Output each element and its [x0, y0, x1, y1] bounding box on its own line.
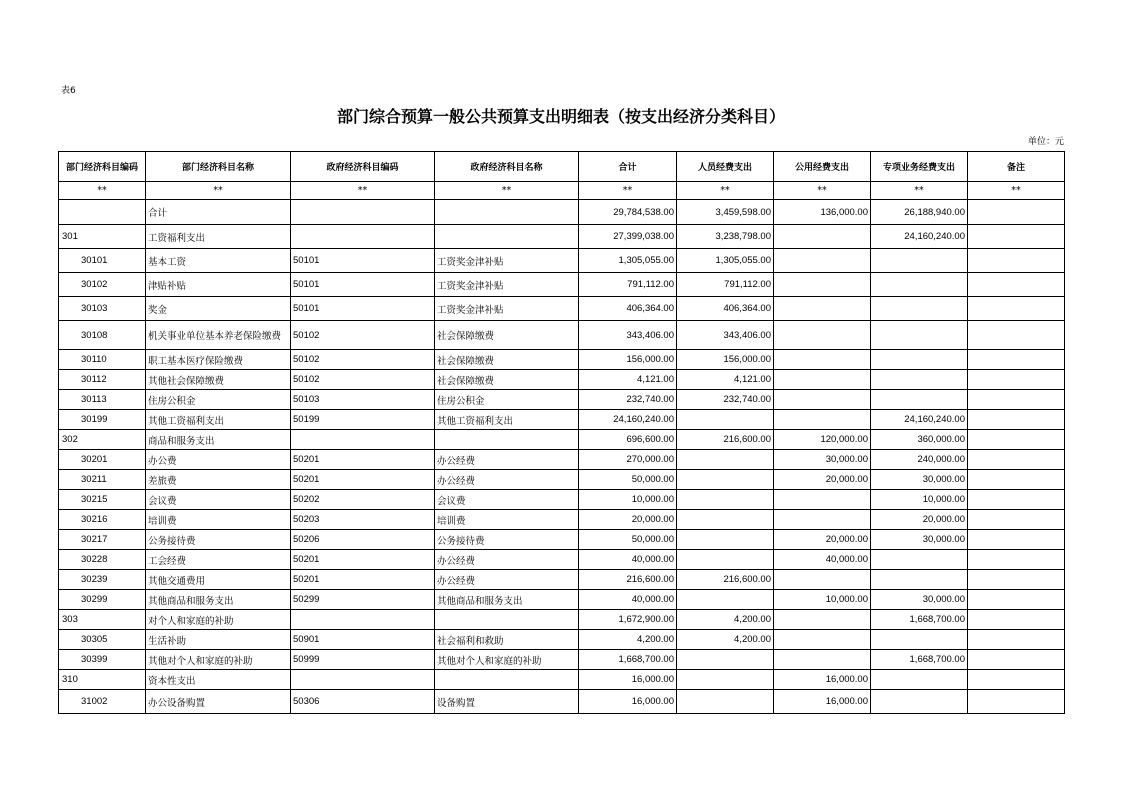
col-header-dept-name: 部门经济科目名称	[146, 152, 291, 182]
budget-table	[58, 151, 1065, 714]
personnel-cell: 4,200.00	[677, 630, 774, 650]
remark-cell	[968, 610, 1065, 630]
total-cell: 10,000.00	[579, 490, 677, 510]
gov-name-cell: 工资奖金津补贴	[435, 249, 579, 273]
personnel-cell	[677, 410, 774, 430]
personnel-cell	[677, 590, 774, 610]
dept-code-cell: 30299	[59, 590, 146, 610]
total-cell: 4,200.00	[579, 630, 677, 650]
total-cell: 791,112.00	[579, 273, 677, 297]
dept-name-cell: 商品和服务支出	[146, 430, 291, 450]
special-cell: 20,000.00	[871, 510, 968, 530]
dept-name-cell: 办公费	[146, 450, 291, 470]
special-cell	[871, 350, 968, 370]
personnel-cell	[677, 670, 774, 690]
dept-code-cell: 303	[59, 610, 146, 630]
dept-code-cell: 30102	[59, 273, 146, 297]
col-header-dept-code: 部门经济科目编码	[59, 152, 146, 182]
gov-name-cell: 工资奖金津补贴	[435, 273, 579, 297]
gov-code-cell	[291, 430, 435, 450]
special-cell	[871, 570, 968, 590]
star-cell: **	[291, 182, 435, 200]
gov-code-cell: 50101	[291, 249, 435, 273]
dept-code-cell: 30108	[59, 321, 146, 350]
gov-name-cell	[435, 225, 579, 249]
special-cell	[871, 273, 968, 297]
star-cell: **	[871, 182, 968, 200]
dept-name-cell: 基本工资	[146, 249, 291, 273]
table-row	[59, 510, 1065, 530]
dept-name-cell: 津贴补贴	[146, 273, 291, 297]
dept-code-cell: 301	[59, 225, 146, 249]
gov-code-cell: 50202	[291, 490, 435, 510]
special-cell: 1,668,700.00	[871, 650, 968, 670]
special-cell	[871, 670, 968, 690]
gov-name-cell: 社会保障缴费	[435, 370, 579, 390]
public-cell: 10,000.00	[774, 590, 871, 610]
total-cell: 40,000.00	[579, 590, 677, 610]
gov-name-cell: 社会保障缴费	[435, 350, 579, 370]
gov-name-cell: 住房公积金	[435, 390, 579, 410]
special-cell	[871, 370, 968, 390]
personnel-cell: 343,406.00	[677, 321, 774, 350]
public-cell	[774, 370, 871, 390]
gov-code-cell: 50901	[291, 630, 435, 650]
gov-code-cell	[291, 670, 435, 690]
personnel-cell: 3,238,798.00	[677, 225, 774, 249]
dept-name-cell: 其他商品和服务支出	[146, 590, 291, 610]
public-cell	[774, 249, 871, 273]
table-row	[59, 630, 1065, 650]
star-cell: **	[59, 182, 146, 200]
gov-code-cell: 50306	[291, 690, 435, 714]
col-header-personnel: 人员经费支出	[677, 152, 774, 182]
table-row	[59, 530, 1065, 550]
table-row	[59, 610, 1065, 630]
personnel-cell: 791,112.00	[677, 273, 774, 297]
gov-code-cell: 50101	[291, 273, 435, 297]
personnel-cell: 156,000.00	[677, 350, 774, 370]
remark-cell	[968, 650, 1065, 670]
remark-cell	[968, 550, 1065, 570]
gov-name-cell	[435, 430, 579, 450]
dept-name-cell: 生活补助	[146, 630, 291, 650]
page-title: 部门综合预算一般公共预算支出明细表（按支出经济分类科目）	[336, 107, 785, 126]
dept-code-cell: 30103	[59, 297, 146, 321]
total-cell: 232,740.00	[579, 390, 677, 410]
gov-name-cell: 其他对个人和家庭的补助	[435, 650, 579, 670]
total-cell: 1,672,900.00	[579, 610, 677, 630]
remark-cell	[968, 530, 1065, 550]
star-cell: **	[968, 182, 1065, 200]
table-row	[59, 390, 1065, 410]
personnel-cell: 216,600.00	[677, 570, 774, 590]
total-cell: 50,000.00	[579, 530, 677, 550]
total-cell: 1,668,700.00	[579, 650, 677, 670]
public-cell: 20,000.00	[774, 530, 871, 550]
public-cell	[774, 225, 871, 249]
table-row	[59, 650, 1065, 670]
special-cell: 360,000.00	[871, 430, 968, 450]
star-cell: **	[435, 182, 579, 200]
special-cell	[871, 297, 968, 321]
gov-code-cell	[291, 200, 435, 225]
remark-cell	[968, 490, 1065, 510]
gov-name-cell: 设备购置	[435, 690, 579, 714]
personnel-cell	[677, 690, 774, 714]
dept-name-cell: 奖金	[146, 297, 291, 321]
gov-code-cell: 50999	[291, 650, 435, 670]
dept-name-cell: 其他对个人和家庭的补助	[146, 650, 291, 670]
personnel-cell: 3,459,598.00	[677, 200, 774, 225]
sheet-id-label: 表6	[61, 86, 76, 96]
total-cell: 16,000.00	[579, 670, 677, 690]
public-cell: 16,000.00	[774, 670, 871, 690]
total-cell: 27,399,038.00	[579, 225, 677, 249]
remark-cell	[968, 370, 1065, 390]
public-cell: 16,000.00	[774, 690, 871, 714]
remark-cell	[968, 350, 1065, 370]
dept-code-cell: 30216	[59, 510, 146, 530]
personnel-cell	[677, 490, 774, 510]
remark-cell	[968, 510, 1065, 530]
dept-name-cell: 工会经费	[146, 550, 291, 570]
dept-name-cell: 培训费	[146, 510, 291, 530]
total-cell: 270,000.00	[579, 450, 677, 470]
table-row	[59, 590, 1065, 610]
table-row	[59, 490, 1065, 510]
personnel-cell: 216,600.00	[677, 430, 774, 450]
public-cell	[774, 510, 871, 530]
gov-name-cell: 其他工资福利支出	[435, 410, 579, 430]
public-cell: 120,000.00	[774, 430, 871, 450]
personnel-cell	[677, 550, 774, 570]
gov-name-cell: 办公经费	[435, 470, 579, 490]
remark-cell	[968, 273, 1065, 297]
table-row	[59, 570, 1065, 590]
gov-name-cell: 办公经费	[435, 550, 579, 570]
table-row	[59, 550, 1065, 570]
total-cell: 29,784,538.00	[579, 200, 677, 225]
dept-code-cell: 30112	[59, 370, 146, 390]
dept-name-cell: 资本性支出	[146, 670, 291, 690]
remark-cell	[968, 470, 1065, 490]
public-cell	[774, 321, 871, 350]
total-cell: 216,600.00	[579, 570, 677, 590]
special-cell	[871, 321, 968, 350]
col-header-gov-name: 政府经济科目名称	[435, 152, 579, 182]
gov-code-cell: 50201	[291, 450, 435, 470]
table-row	[59, 470, 1065, 490]
dept-code-cell: 30239	[59, 570, 146, 590]
personnel-cell	[677, 470, 774, 490]
special-cell	[871, 690, 968, 714]
star-cell: **	[146, 182, 291, 200]
gov-code-cell: 50299	[291, 590, 435, 610]
remark-cell	[968, 249, 1065, 273]
special-cell: 26,188,940.00	[871, 200, 968, 225]
table-row	[59, 273, 1065, 297]
dept-name-cell: 其他交通费用	[146, 570, 291, 590]
gov-code-cell: 50206	[291, 530, 435, 550]
remark-cell	[968, 321, 1065, 350]
dept-name-cell: 差旅费	[146, 470, 291, 490]
gov-code-cell: 50103	[291, 390, 435, 410]
table-row	[59, 690, 1065, 714]
col-header-public: 公用经费支出	[774, 152, 871, 182]
col-header-total: 合计	[579, 152, 677, 182]
dept-code-cell: 30228	[59, 550, 146, 570]
special-cell: 30,000.00	[871, 530, 968, 550]
dept-name-cell: 职工基本医疗保险缴费	[146, 350, 291, 370]
public-cell: 20,000.00	[774, 470, 871, 490]
special-cell	[871, 249, 968, 273]
dept-name-cell: 办公设备购置	[146, 690, 291, 714]
dept-code-cell	[59, 200, 146, 225]
table-row	[59, 200, 1065, 225]
personnel-cell: 4,121.00	[677, 370, 774, 390]
gov-code-cell: 50201	[291, 570, 435, 590]
dept-code-cell: 30399	[59, 650, 146, 670]
gov-name-cell	[435, 670, 579, 690]
dept-code-cell: 30215	[59, 490, 146, 510]
dept-name-cell: 工资福利支出	[146, 225, 291, 249]
remark-cell	[968, 297, 1065, 321]
gov-code-cell	[291, 225, 435, 249]
personnel-cell: 4,200.00	[677, 610, 774, 630]
gov-name-cell: 办公经费	[435, 450, 579, 470]
unit-label: 单位：元	[1027, 137, 1064, 147]
personnel-cell: 406,364.00	[677, 297, 774, 321]
gov-code-cell: 50101	[291, 297, 435, 321]
public-cell	[774, 630, 871, 650]
public-cell	[774, 273, 871, 297]
remark-cell	[968, 430, 1065, 450]
special-cell: 24,160,240.00	[871, 225, 968, 249]
public-cell: 40,000.00	[774, 550, 871, 570]
gov-code-cell	[291, 610, 435, 630]
table-row	[59, 225, 1065, 249]
table-row	[59, 350, 1065, 370]
dept-name-cell: 其他社会保障缴费	[146, 370, 291, 390]
col-header-remark: 备注	[968, 152, 1065, 182]
gov-name-cell: 会议费	[435, 490, 579, 510]
table-row	[59, 249, 1065, 273]
star-cell: **	[677, 182, 774, 200]
gov-code-cell: 50102	[291, 321, 435, 350]
dept-code-cell: 30305	[59, 630, 146, 650]
public-cell	[774, 650, 871, 670]
personnel-cell	[677, 650, 774, 670]
gov-name-cell: 培训费	[435, 510, 579, 530]
total-cell: 156,000.00	[579, 350, 677, 370]
special-cell	[871, 550, 968, 570]
remark-cell	[968, 200, 1065, 225]
dept-name-cell: 合计	[146, 200, 291, 225]
gov-name-cell: 工资奖金津补贴	[435, 297, 579, 321]
total-cell: 16,000.00	[579, 690, 677, 714]
star-cell: **	[774, 182, 871, 200]
gov-name-cell: 社会保障缴费	[435, 321, 579, 350]
gov-name-cell: 社会福利和救助	[435, 630, 579, 650]
special-cell: 30,000.00	[871, 590, 968, 610]
remark-cell	[968, 630, 1065, 650]
dept-code-cell: 30113	[59, 390, 146, 410]
personnel-cell: 1,305,055.00	[677, 249, 774, 273]
table-row	[59, 430, 1065, 450]
special-cell	[871, 390, 968, 410]
total-cell: 50,000.00	[579, 470, 677, 490]
col-header-gov-code: 政府经济科目编码	[291, 152, 435, 182]
star-cell: **	[579, 182, 677, 200]
table-row	[59, 450, 1065, 470]
public-cell	[774, 410, 871, 430]
remark-cell	[968, 390, 1065, 410]
gov-code-cell: 50201	[291, 550, 435, 570]
table-row	[59, 410, 1065, 430]
total-cell: 20,000.00	[579, 510, 677, 530]
public-cell: 30,000.00	[774, 450, 871, 470]
total-cell: 343,406.00	[579, 321, 677, 350]
total-cell: 24,160,240.00	[579, 410, 677, 430]
remark-cell	[968, 450, 1065, 470]
dept-code-cell: 30110	[59, 350, 146, 370]
public-cell	[774, 610, 871, 630]
personnel-cell	[677, 510, 774, 530]
gov-name-cell	[435, 610, 579, 630]
remark-cell	[968, 670, 1065, 690]
dept-code-cell: 30199	[59, 410, 146, 430]
total-cell: 406,364.00	[579, 297, 677, 321]
special-cell	[871, 630, 968, 650]
dept-name-cell: 其他工资福利支出	[146, 410, 291, 430]
table-row	[59, 670, 1065, 690]
dept-code-cell: 30211	[59, 470, 146, 490]
dept-name-cell: 公务接待费	[146, 530, 291, 550]
personnel-cell: 232,740.00	[677, 390, 774, 410]
public-cell	[774, 570, 871, 590]
public-cell: 136,000.00	[774, 200, 871, 225]
gov-code-cell: 50203	[291, 510, 435, 530]
public-cell	[774, 390, 871, 410]
dept-name-cell: 机关事业单位基本养老保险缴费	[146, 321, 291, 350]
public-cell	[774, 297, 871, 321]
dept-name-cell: 会议费	[146, 490, 291, 510]
gov-name-cell: 公务接待费	[435, 530, 579, 550]
table-body	[59, 200, 1065, 714]
total-cell: 696,600.00	[579, 430, 677, 450]
gov-name-cell: 办公经费	[435, 570, 579, 590]
total-cell: 1,305,055.00	[579, 249, 677, 273]
gov-code-cell: 50102	[291, 370, 435, 390]
gov-code-cell: 50199	[291, 410, 435, 430]
public-cell	[774, 350, 871, 370]
dept-name-cell: 住房公积金	[146, 390, 291, 410]
dept-code-cell: 30101	[59, 249, 146, 273]
dept-code-cell: 30201	[59, 450, 146, 470]
gov-name-cell: 其他商品和服务支出	[435, 590, 579, 610]
gov-code-cell: 50102	[291, 350, 435, 370]
header-row	[59, 152, 1065, 182]
col-header-special: 专项业务经费支出	[871, 152, 968, 182]
personnel-cell	[677, 450, 774, 470]
gov-name-cell	[435, 200, 579, 225]
special-cell: 30,000.00	[871, 470, 968, 490]
dept-name-cell: 对个人和家庭的补助	[146, 610, 291, 630]
remark-cell	[968, 590, 1065, 610]
dept-code-cell: 31002	[59, 690, 146, 714]
remark-cell	[968, 225, 1065, 249]
dept-code-cell: 302	[59, 430, 146, 450]
table-row	[59, 321, 1065, 350]
special-cell: 24,160,240.00	[871, 410, 968, 430]
table-row	[59, 297, 1065, 321]
gov-code-cell: 50201	[291, 470, 435, 490]
total-cell: 40,000.00	[579, 550, 677, 570]
public-cell	[774, 490, 871, 510]
total-cell: 4,121.00	[579, 370, 677, 390]
star-row	[59, 182, 1065, 200]
remark-cell	[968, 570, 1065, 590]
remark-cell	[968, 690, 1065, 714]
special-cell: 240,000.00	[871, 450, 968, 470]
special-cell: 10,000.00	[871, 490, 968, 510]
personnel-cell	[677, 530, 774, 550]
table-row	[59, 370, 1065, 390]
dept-code-cell: 310	[59, 670, 146, 690]
dept-code-cell: 30217	[59, 530, 146, 550]
remark-cell	[968, 410, 1065, 430]
special-cell: 1,668,700.00	[871, 610, 968, 630]
